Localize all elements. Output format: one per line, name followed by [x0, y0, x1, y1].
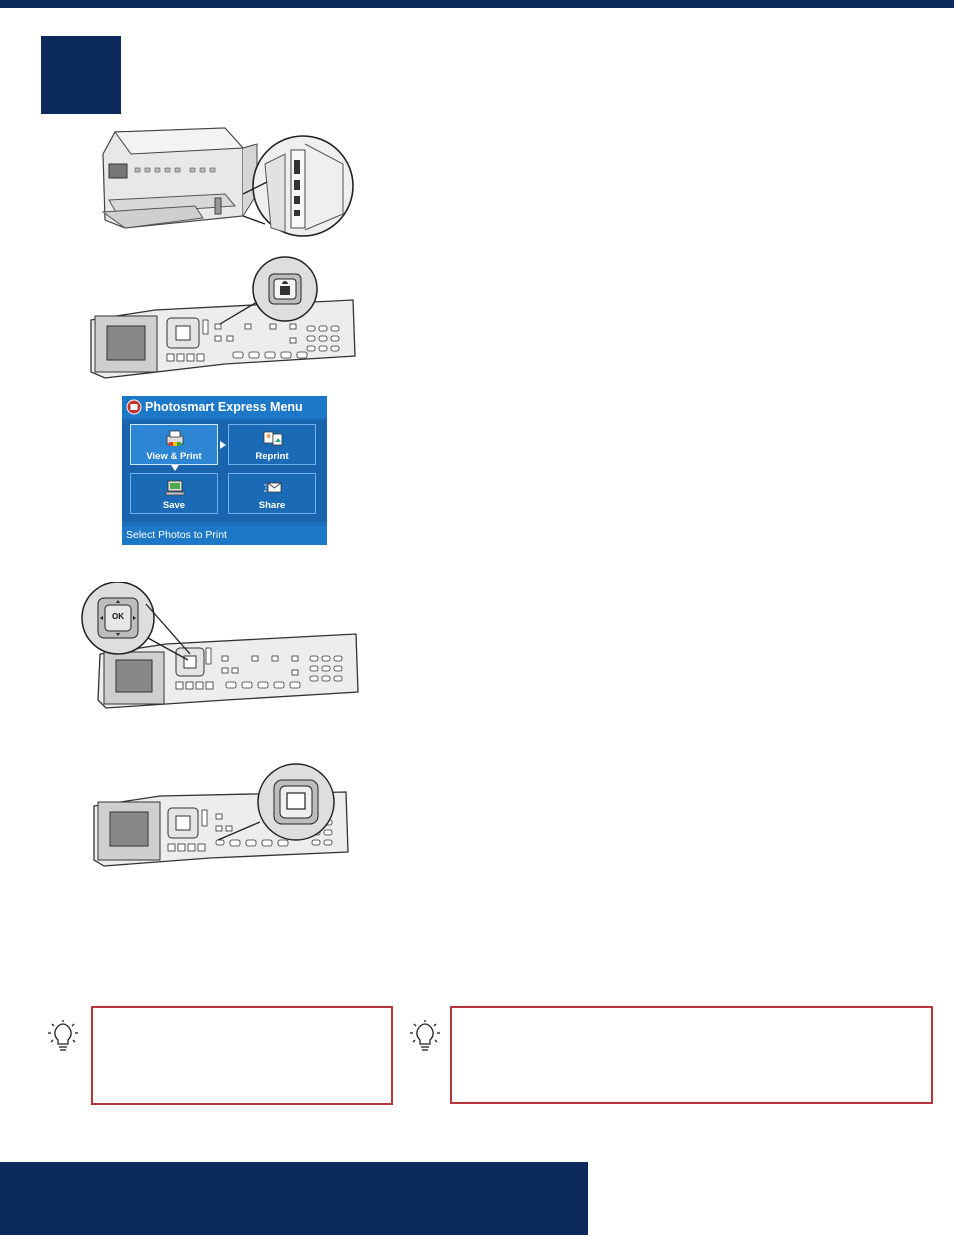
share-envelope-icon — [263, 479, 283, 496]
ok-button-label: OK — [112, 612, 124, 621]
menu-tile-label: Save — [162, 500, 186, 511]
lightbulb-icon — [410, 1020, 440, 1052]
arrow-down-icon — [171, 465, 179, 471]
control-panel-ok-button-illustration — [76, 582, 361, 712]
menu-tile-label: Share — [258, 500, 286, 511]
menu-tile-save[interactable] — [130, 473, 218, 514]
reprint-icon — [263, 430, 283, 447]
menu-tile-label: View & Print — [146, 451, 202, 462]
menu-tile-grid — [122, 420, 327, 522]
menu-title: Photosmart Express Menu — [145, 400, 303, 414]
menu-title-bar — [122, 396, 327, 418]
control-panel-print-photos-button-illustration — [90, 762, 352, 870]
menu-tile-share[interactable] — [228, 473, 316, 514]
arrow-right-icon — [220, 441, 226, 449]
control-panel-photosmart-button-illustration — [85, 254, 360, 384]
menu-status-text: Select Photos to Print — [126, 529, 227, 541]
printer-memory-card-illustration — [95, 124, 355, 242]
tip-box-left — [91, 1006, 393, 1105]
footer-bar — [0, 1162, 588, 1235]
menu-tile-view-print[interactable] — [130, 424, 218, 465]
step-number-block — [41, 36, 121, 114]
menu-status-bar — [122, 526, 327, 545]
menu-tile-label: Reprint — [255, 451, 289, 462]
top-rule — [0, 0, 954, 8]
save-computer-icon — [165, 479, 185, 496]
printer-icon — [165, 430, 185, 447]
photosmart-logo-icon — [126, 399, 142, 415]
menu-tile-reprint[interactable] — [228, 424, 316, 465]
lightbulb-icon — [48, 1020, 78, 1052]
photosmart-express-menu-screen — [122, 396, 327, 545]
tip-box-right — [450, 1006, 933, 1104]
